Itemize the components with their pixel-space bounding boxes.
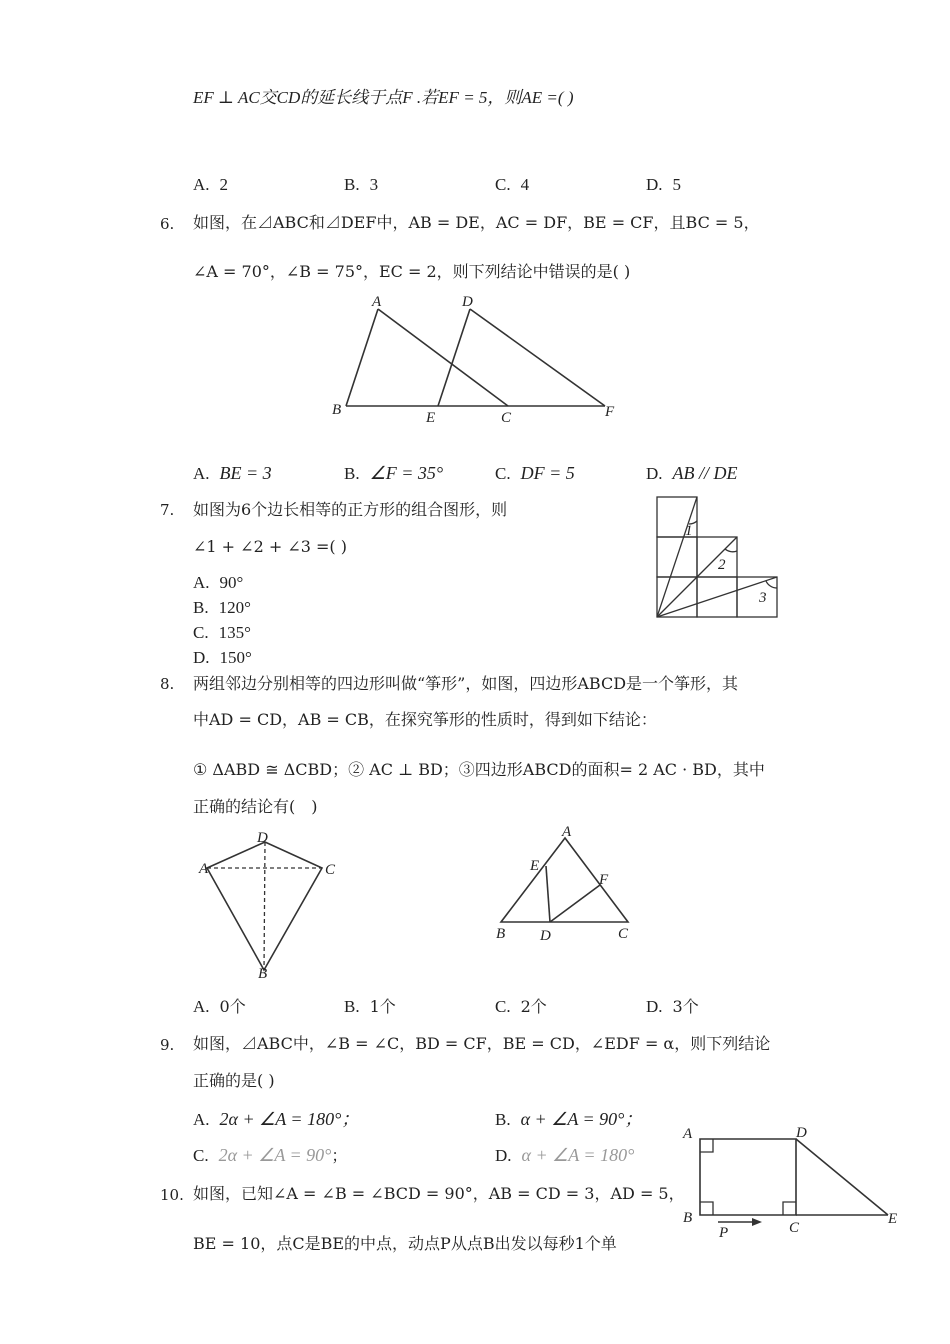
q7-option-c[interactable]: C. 135°: [193, 623, 251, 642]
q10-label-a: A: [683, 1126, 693, 1142]
q5-option-d[interactable]: D. 5: [646, 175, 682, 194]
q10-stem-line2: BE = 10，点C是BE的中点，动点P从点B出发以每秒1个单: [193, 1234, 617, 1253]
q8-stem-line1: 两组邻边分别相等的四边形叫做“筝形”，如图，四边形ABCD是一个筝形，其: [193, 674, 739, 693]
q9-option-a[interactable]: A. 2α + ∠A = 180°；: [193, 1109, 360, 1129]
q8-stem-line3: ① ΔABD ≅ ΔCBD；② AC ⊥ BD；③四边形ABCD的面积= 2 AC · BD，其中: [193, 760, 765, 779]
q8-stem-line2: 中AD = CD，AB = CB，在探究筝形的性质时，得到如下结论：: [193, 710, 657, 729]
q6-option-a[interactable]: A. BE = 3: [193, 463, 272, 483]
q6-label-d: D: [462, 294, 473, 310]
q10-label-p: P: [719, 1225, 729, 1241]
q8-kite-label-a: A: [199, 861, 209, 877]
q9-option-d[interactable]: D. α + ∠A = 180°: [495, 1145, 635, 1165]
q9-option-b[interactable]: B. α + ∠A = 90°；: [495, 1109, 643, 1129]
q6-label-a: A: [372, 294, 382, 310]
q7-option-b[interactable]: B. 120°: [193, 598, 251, 617]
q8-tri-label-b: B: [496, 926, 506, 942]
q8-tri-label-e: E: [530, 858, 540, 874]
q6-stem-line1: 如图，在⊿ABC和⊿DEF中，AB = DE，AC = DF，BE = CF，且BC = 5，: [193, 213, 760, 232]
q8-option-a[interactable]: A. 0个: [193, 997, 246, 1016]
q7-angle-2: 2: [718, 557, 726, 573]
q8-tri-label-a: A: [562, 824, 572, 840]
q6-label-b: B: [332, 402, 342, 418]
q6-label-e: E: [426, 410, 436, 426]
q8-kite-label-d: D: [257, 830, 268, 846]
q10-label-d: D: [796, 1125, 807, 1141]
q5-stem: EF ⊥ AC交CD的延长线于点F .若EF = 5，则AE =( ): [193, 88, 574, 107]
q5-option-a[interactable]: A. 2: [193, 175, 229, 194]
q10-label-c: C: [789, 1220, 800, 1236]
q6-label-f: F: [605, 404, 615, 420]
q7-option-d[interactable]: D. 150°: [193, 648, 252, 667]
q10-label-b: B: [683, 1210, 693, 1226]
q9-number: 9.: [160, 1036, 175, 1054]
q6-stem-line2: ∠A = 70°，∠B = 75°，EC = 2，则下列结论中错误的是( ): [193, 262, 631, 281]
q6-option-d[interactable]: D. AB // DE: [646, 463, 738, 483]
q8-kite-label-b: B: [258, 966, 268, 982]
q7-angle-1: 1: [685, 523, 693, 539]
q8-stem-line4: 正确的结论有( ): [193, 797, 318, 816]
q8-option-d[interactable]: D. 3个: [646, 997, 699, 1016]
q10-number: 10.: [160, 1186, 184, 1204]
q7-number: 7.: [160, 501, 175, 519]
q10-stem-line1: 如图，已知∠A = ∠B = ∠BCD = 90°，AB = CD = 3，AD = 5，: [193, 1184, 685, 1203]
q5-option-b[interactable]: B. 3: [344, 175, 379, 194]
q9-stem-line1: 如图，⊿ABC中，∠B = ∠C，BD = CF，BE = CD，∠EDF = α，则下列结论: [193, 1034, 771, 1053]
q6-number: 6.: [160, 215, 175, 233]
q8-kite-label-c: C: [325, 862, 336, 878]
q8-option-c[interactable]: C. 2个: [495, 997, 547, 1016]
q9-stem-line2: 正确的是( ): [193, 1071, 275, 1090]
q8-number: 8.: [160, 675, 175, 693]
q6-option-b[interactable]: B. ∠F = 35°: [344, 463, 444, 483]
q5-option-c[interactable]: C. 4: [495, 175, 530, 194]
q6-label-c: C: [501, 410, 512, 426]
q8-option-b[interactable]: B. 1个: [344, 997, 396, 1016]
q7-stem-line2: ∠1 + ∠2 + ∠3 =( ): [193, 537, 347, 556]
q7-option-a[interactable]: A. 90°: [193, 573, 244, 592]
q9-option-c[interactable]: C. 2α + ∠A = 90°；: [193, 1145, 348, 1165]
q6-option-c[interactable]: C. DF = 5: [495, 463, 575, 483]
q8-tri-label-f: F: [599, 872, 609, 888]
q10-label-e: E: [888, 1211, 898, 1227]
q7-stem-line1: 如图为6个边长相等的正方形的组合图形，则: [193, 500, 508, 519]
q8-tri-label-c: C: [618, 926, 629, 942]
q8-tri-label-d: D: [540, 928, 551, 944]
q7-angle-3: 3: [759, 590, 767, 606]
